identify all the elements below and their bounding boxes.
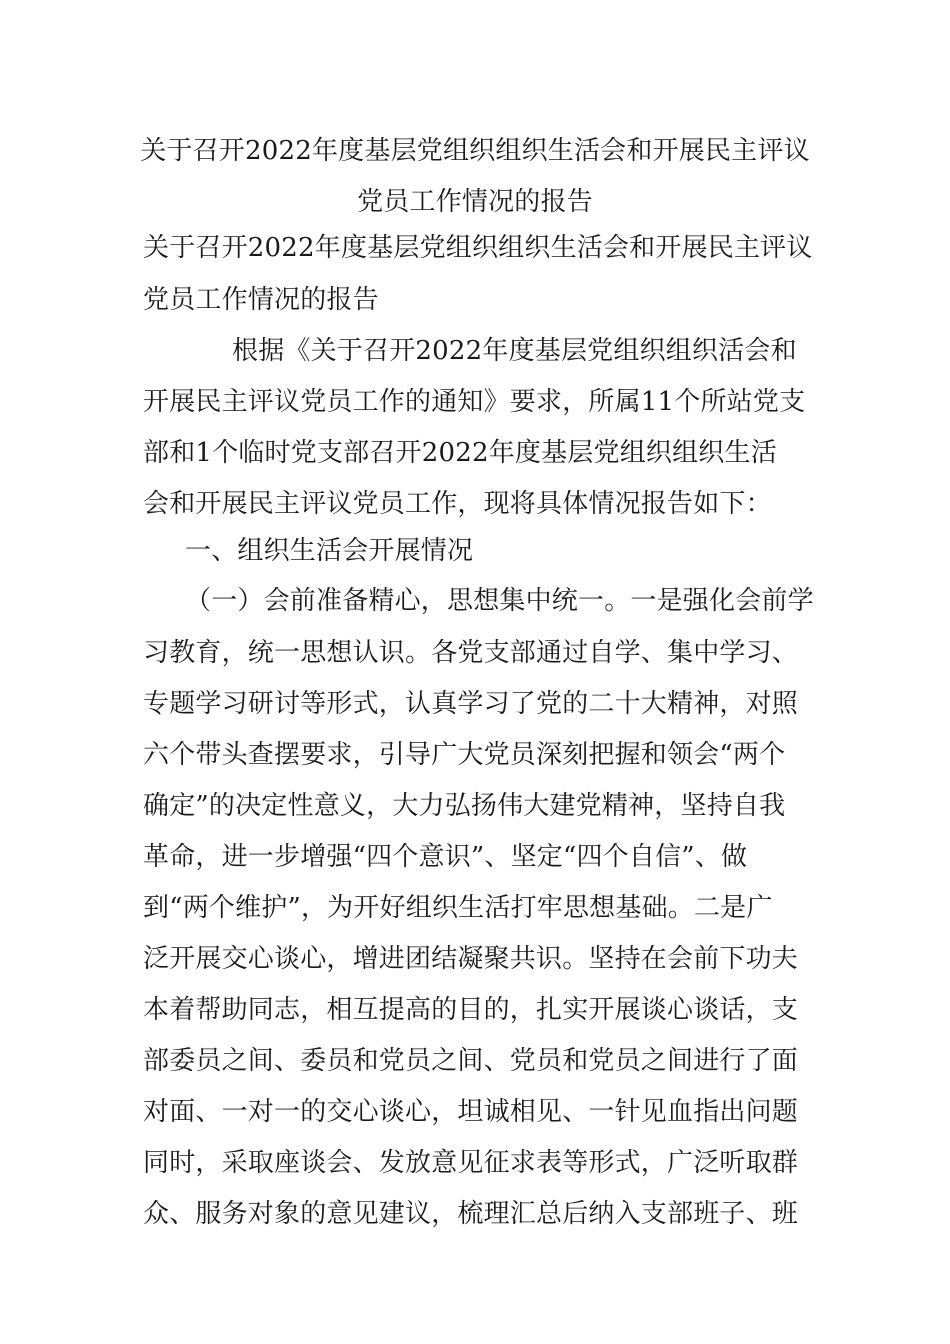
intro-line-3: 部和1个临时党支部召开2022年度基层党组织组织生活 [143,438,777,468]
para-line-2: 习教育，统一思想认识。各党支部通过自学、集中学习、 [143,638,799,668]
para-line-3: 专题学习研讨等形式，认真学习了党的二十大精神，对照 [143,689,799,719]
intro-line-4: 会和开展民主评议党员工作，现将具体情况报告如下： [143,489,772,519]
para-line-7: 到“两个维护”，为开好组织生活打牢思想基础。二是广 [143,893,773,923]
para-line-9: 本着帮助同志，相互提高的目的，扎实开展谈心谈话，支 [143,995,799,1025]
para-line-10: 部委员之间、委员和党员之间、党员和党员之间进行了面 [143,1046,799,1076]
para-line-5: 确定”的决定性意义，大力弘扬伟大建党精神，坚持自我 [143,791,786,821]
section1-heading: 一、组织生活会开展情况 [185,536,474,566]
title-line-1: 关于召开2022年度基层党组织组织生活会和开展民主评议 [140,136,810,166]
intro-line-1: 根据《关于召开2022年度基层党组织组织活会和 [232,336,797,366]
subtitle-line-1: 关于召开2022年度基层党组织组织生活会和开展民主评议 [143,233,813,263]
intro-line-2: 开展民主评议党员工作的通知》要求，所属11个所站党支 [143,387,806,417]
para-line-4: 六个带头查摆要求，引导广大党员深刻把握和领会“两个 [143,740,786,770]
para-line-8: 泛开展交心谈心，增进团结凝聚共识。坚持在会前下功夫 [143,944,799,974]
para-line-13: 众、服务对象的意见建议，梳理汇总后纳入支部班子、班 [143,1199,799,1229]
para-line-1: （一）会前准备精心，思想集中统一。一是强化会前学 [185,586,814,616]
para-line-6: 革命，进一步增强“四个意识”、坚定“四个自信”、做 [143,842,748,872]
para-line-11: 对面、一对一的交心谈心，坦诚相见、一针见血指出问题 [143,1097,799,1127]
subtitle-line-2: 党员工作情况的报告 [143,285,379,315]
title-line-2: 党员工作情况的报告 [357,187,593,217]
para-line-12: 同时，采取座谈会、发放意见征求表等形式，广泛听取群 [143,1148,799,1178]
